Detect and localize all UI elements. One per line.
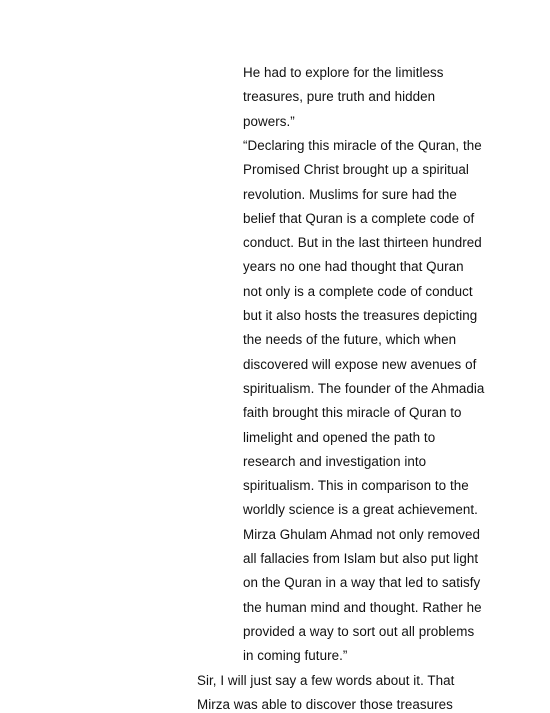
quote-line: Promised Christ brought up a spiritual bbox=[243, 162, 469, 178]
quote-line: conduct. But in the last thirteen hundred bbox=[243, 235, 482, 251]
quote-line: discovered will expose new avenues of bbox=[243, 356, 477, 372]
quote-line: He had to explore for the limitless bbox=[243, 65, 444, 80]
quote-line: limelight and opened the path to bbox=[243, 429, 436, 445]
quote-line: worldly science is a great achievement. bbox=[243, 502, 478, 518]
quote-line: research and investigation into bbox=[243, 453, 427, 469]
quote-line: provided a way to sort out all problems bbox=[243, 623, 475, 639]
quote-line: faith brought this miracle of Quran to bbox=[243, 405, 462, 421]
quote-line: Mirza Ghulam Ahmad not only removed bbox=[243, 526, 480, 542]
quote-line: spiritualism. This in comparison to the bbox=[243, 478, 469, 494]
quote-line: belief that Quran is a complete code of bbox=[243, 210, 475, 226]
quote-line: treasures, pure truth and hidden bbox=[243, 89, 436, 105]
quote-line: the needs of the future, which when bbox=[243, 332, 457, 348]
quote-line: all fallacies from Islam but also put light bbox=[243, 551, 479, 566]
quote-line: revolution. Muslims for sure had the bbox=[243, 186, 457, 202]
quote-line: not only is a complete code of conduct bbox=[243, 283, 473, 299]
quote-line: in coming future.” bbox=[243, 648, 348, 664]
body-line: Mirza was able to discover those treasures bbox=[197, 696, 453, 712]
quote-line: spiritualism. The founder of the Ahmadia bbox=[243, 380, 485, 396]
quote-line: but it also hosts the treasures depicting bbox=[243, 308, 478, 323]
quote-line: powers.” bbox=[243, 113, 295, 129]
quote-line: the human mind and thought. Rather he bbox=[243, 599, 482, 615]
quote-line: “Declaring this miracle of the Quran, the bbox=[243, 137, 482, 153]
body-line: Sir, I will just say a few words about it. That bbox=[197, 672, 455, 688]
quote-line: years no one had thought that Quran bbox=[243, 259, 464, 275]
quote-line: on the Quran in a way that led to satisfy bbox=[243, 575, 481, 591]
